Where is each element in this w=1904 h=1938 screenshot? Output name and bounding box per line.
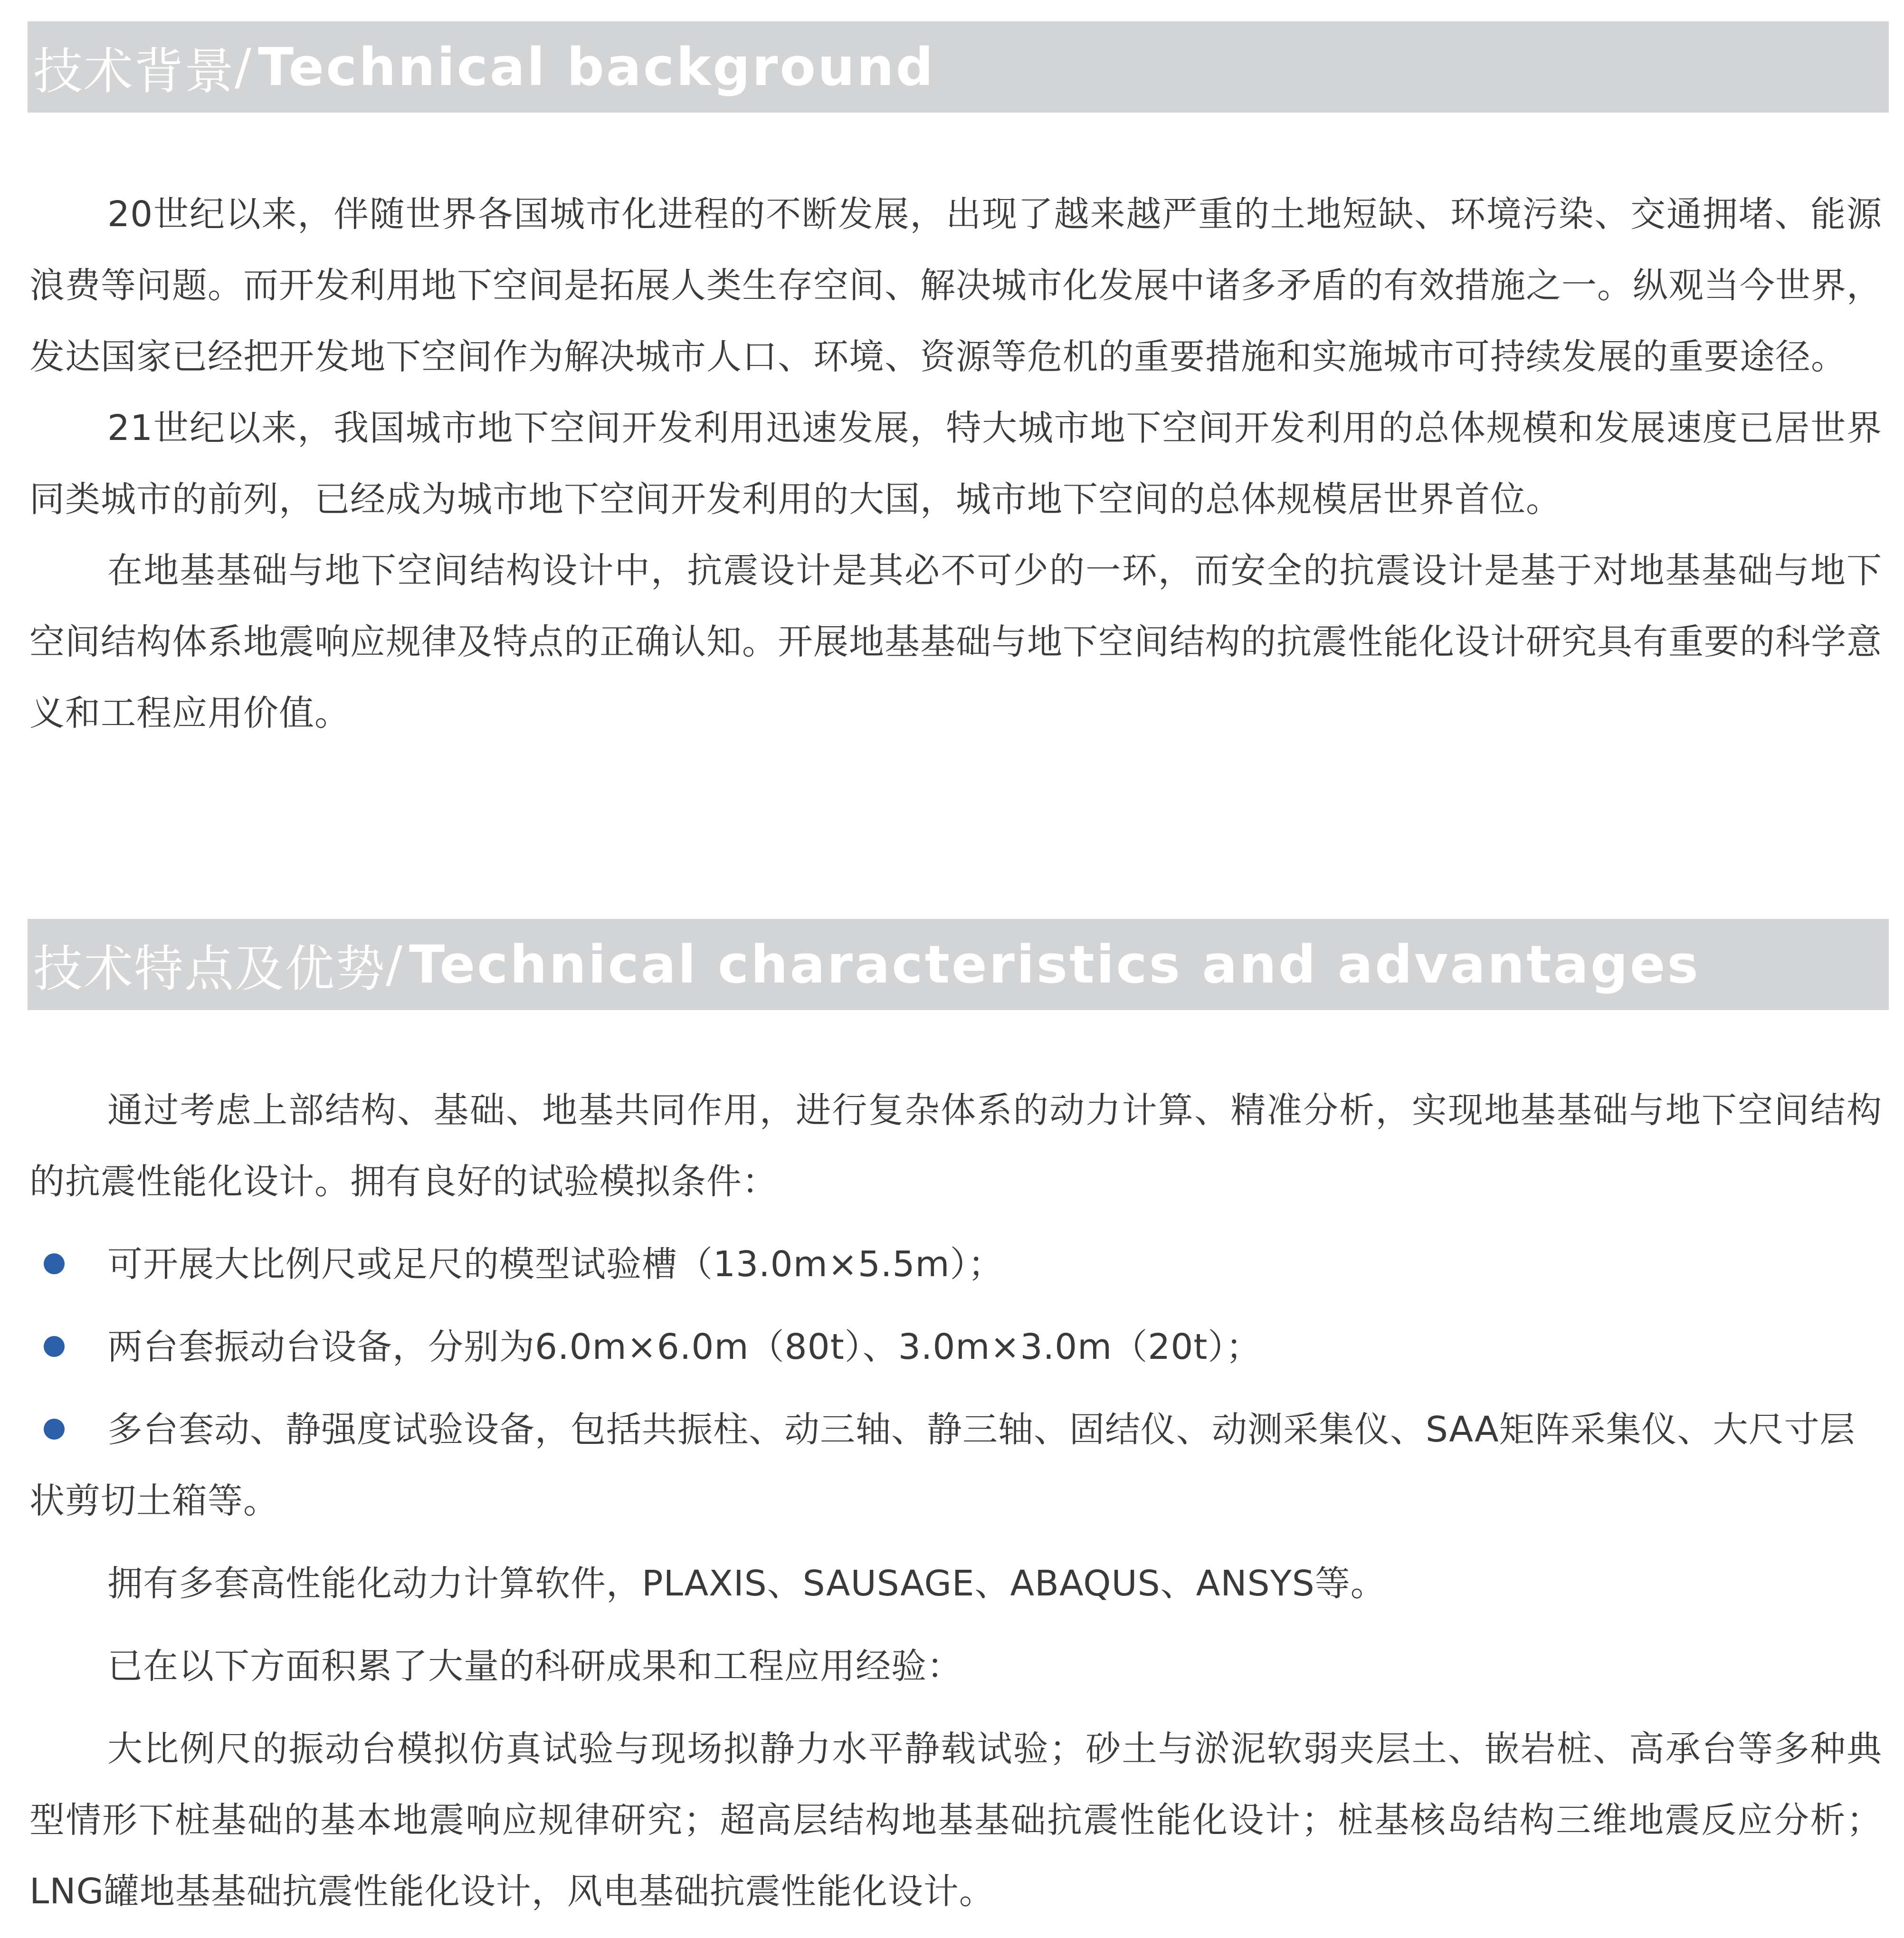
- paragraph: 拥有多套高性能化动力计算软件，PLAXIS、SAUSAGE、ABAQUS、ANSYS等。: [107, 1563, 1386, 1604]
- title-separator: /: [235, 38, 252, 96]
- list-item: [29, 1229, 1882, 1300]
- section-title-cn: 技术背景: [33, 42, 235, 100]
- bullet-dot-icon: [44, 1419, 65, 1440]
- paragraph: 在地基基础与地下空间结构设计中，抗震设计是其必不可少的一环，而安全的抗震设计是基于对地基基础与地下空间结构体系地震响应规律及特点的正确认知。开展地基基础与地下空间结构的抗震性能化设计研究具有重要的科学意义和工程应用价值。: [29, 550, 1882, 734]
- bullet-dot-icon: [44, 1336, 65, 1357]
- paragraph: 20世纪以来，伴随世界各国城市化进程的不断发展，出现了越来越严重的土地短缺、环境污染、交通拥堵、能源浪费等问题。而开发利用地下空间是拓展人类生存空间、解决城市化发展中诸多矛盾的有效措施之一。纵观当今世界，发达国家已经把开发地下空间作为解决城市人口、环境、资源等危机的重要措施和实施城市可持续发展的重要途径。: [29, 194, 1882, 377]
- bullet-dot-icon: [44, 1253, 65, 1274]
- title-separator: /: [386, 936, 403, 993]
- paragraph: 大比例尺的振动台模拟仿真试验与现场拟静力水平静载试验；砂土与淤泥软弱夹层土、嵌岩桩、高承台等多种典型情形下桩基础的基本地震响应规律研究；超高层结构地基基础抗震性能化设计；桩基核岛结构三维地震反应分析；LNG罐地基基础抗震性能化设计，风电基础抗震性能化设计。: [29, 1728, 1882, 1912]
- section-header-technical-characteristics: [28, 919, 1889, 1010]
- section-header-technical-background: [28, 21, 1889, 113]
- paragraph: 已在以下方面积累了大量的科研成果和工程应用经验：: [107, 1646, 962, 1687]
- section-body-technical-characteristics: [29, 1075, 1882, 1927]
- section-body-technical-background: [29, 179, 1882, 749]
- intro-paragraph: 通过考虑上部结构、基础、地基共同作用，进行复杂体系的动力计算、精准分析，实现地基基础与地下空间结构的抗震性能化设计。拥有良好的试验模拟条件：: [29, 1090, 1882, 1202]
- list-item-text: 多台套动、静强度试验设备，包括共振柱、动三轴、静三轴、固结仪、动测采集仪、SAA矩阵采集仪、大尺寸层状剪切土箱等。: [29, 1409, 1856, 1521]
- list-item-text: 两台套振动台设备，分别为6.0m×6.0m（80t）、3.0m×3.0m（20t）；: [107, 1327, 1262, 1367]
- section-title-en: Technical characteristics and advantages: [409, 934, 1700, 995]
- paragraph: 21世纪以来，我国城市地下空间开发利用迅速发展，特大城市地下空间开发利用的总体规模和发展速度已居世界同类城市的前列，已经成为城市地下空间开发利用的大国，城市地下空间的总体规模居世界首位。: [29, 408, 1882, 520]
- list-item: [29, 1311, 1882, 1383]
- section-title-en: Technical background: [258, 37, 935, 97]
- section-title-cn: 技术特点及优势: [33, 940, 386, 998]
- list-item: [29, 1394, 1882, 1537]
- list-item-text: 可开展大比例尺或足尺的模型试验槽（13.0m×5.5m）；: [107, 1244, 1004, 1285]
